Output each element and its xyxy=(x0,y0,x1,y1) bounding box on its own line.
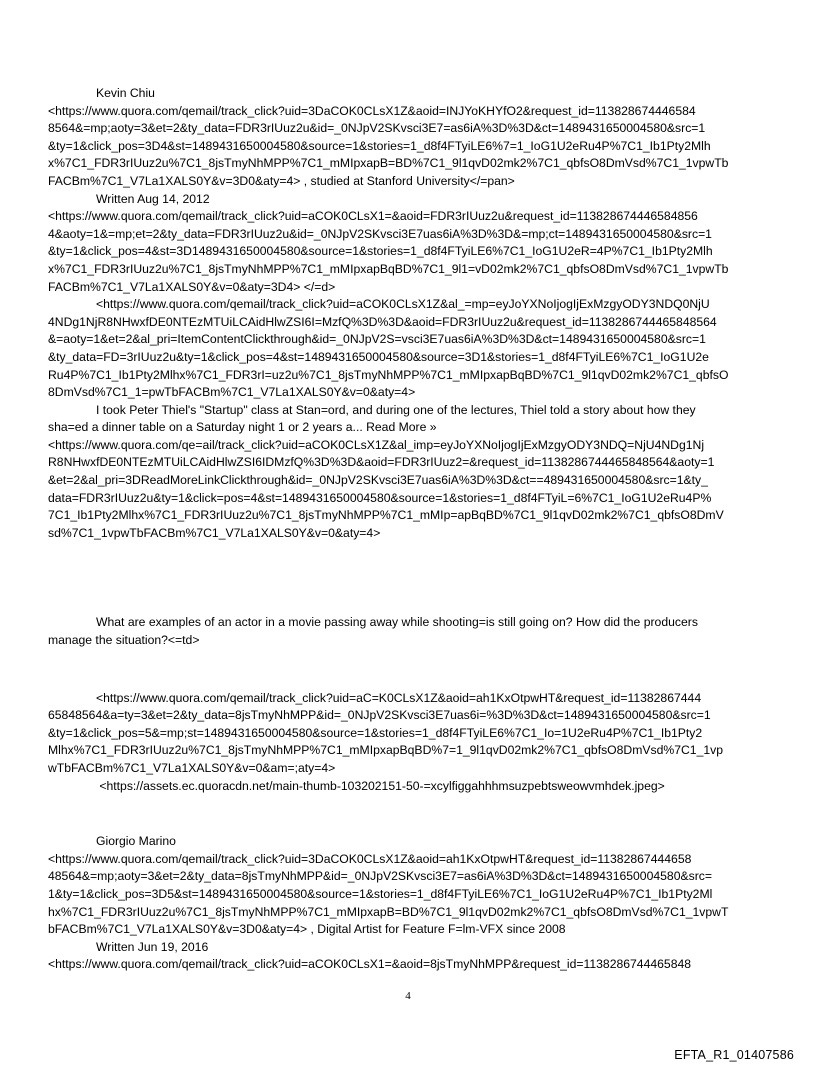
text-line: data=FDR3rIUuz2u&ty=1&click=pos=4&st=1489431650004580&source=1&stories=1_d8f4FTyiL=6%7C1_IoG1U2eRu4P% xyxy=(48,490,712,505)
text-line: <https://www.quora.com/qemail/track_click?uid=aC=K0CLsX1Z&aoid=ah1KxOtpwHT&request_id=11382867444 xyxy=(96,690,702,705)
text-line: FACBm%7C1_V7La1XALS0Y&v=0&aty=3D4> </=d> xyxy=(48,279,336,294)
question-block xyxy=(48,614,766,649)
answer-block-kevin-chiu xyxy=(48,85,766,542)
text-line: manage the situation?<=td> xyxy=(48,633,200,648)
text-line: What are examples of an actor in a movie passing away while shooting=is still going on? How did the producers xyxy=(96,615,698,630)
text-line: <https://assets.ec.quoracdn.net/main-thumb-103202151-50-=xcylfiggahhhmsuzpebtsweowvmhdek.jpeg> xyxy=(96,778,665,793)
text-line: 4NDg1NjR8NHwxfDE0NTEzMTUiLCAidHlwZSI6I=MzfQ%3D%3D&aoid=FDR3rIUuz2u&request_id=1138286744465848564 xyxy=(48,314,717,329)
text-line: 8564&=mp;aoty=3&et=2&ty_data=FDR3rIUuz2u&id=_0NJpV2SKvsci3E7=as6iA%3D%3D&ct=1489431650004580&src=1 xyxy=(48,121,706,136)
document-id: EFTA_R1_01407586 xyxy=(674,1048,794,1062)
text-line: bFACBm%7C1_V7La1XALS0Y&v=3D0&aty=4> , Digital Artist for Feature F=lm-VFX since 2008 xyxy=(48,922,566,937)
text-line: x%7C1_FDR3rIUuz2u%7C1_8jsTmyNhMPP%7C1_mMIpxapBqBD%7C1_9l1=vD02mk2%7C1_qbfsO8DmVsd%7C1_1vpwTb xyxy=(48,261,729,276)
text-line: &ty_data=FD=3rIUuz2u&ty=1&click_pos=4&st=1489431650004580&source=3D1&stories=1_d8f4FTyiLE6%7C1_IoG1U2e xyxy=(48,349,709,364)
text-line: 1&ty=1&click_pos=3D5&st=1489431650004580&source=1&stories=1_d8f4FTyiLE6%7C1_IoG1U2eRu4P%7C1_Ib1Pty2Ml xyxy=(48,886,713,901)
text-line: Written Jun 19, 2016 xyxy=(96,939,209,954)
text-line: <https://www.quora.com/qemail/track_click?uid=3DaCOK0CLsX1Z&aoid=INJYoKHYfO2&request_id=113828674446584 xyxy=(48,103,696,118)
text-line: <https://www.quora.com/qemail/track_click?uid=aCOK0CLsX1=&aoid=8jsTmyNhMPP&request_id=1138286744465848 xyxy=(48,957,692,972)
document-body xyxy=(48,85,766,974)
thumbnail-link-block xyxy=(48,690,766,796)
text-line: 8DmVsd%7C1_1=pwTbFACBm%7C1_V7La1XALS0Y&v=0&aty=4> xyxy=(48,385,416,400)
text-line: <https://www.quora.com/qe=ail/track_click?uid=aCOK0CLsX1Z&al_imp=eyJoYXNoIjogIjExMzgyODY3NDQ=NjU4NDg1Nj xyxy=(48,437,705,452)
text-line: 7C1_Ib1Pty2Mlhx%7C1_FDR3rIUuz2u%7C1_8jsTmyNhMPP%7C1_mMIp=apBqBD%7C1_9l1qvD02mk2%7C1_qbfsO8DmV xyxy=(48,508,724,523)
spacer xyxy=(48,650,766,690)
text-line: sd%7C1_1vpwTbFACBm%7C1_V7La1XALS0Y&v=0&aty=4> xyxy=(48,525,381,540)
text-line: hx%7C1_FDR3rIUuz2u%7C1_8jsTmyNhMPP%7C1_mMIpxapB=BD%7C1_9l1qvD02mk2%7C1_qbfsO8DmVsd%7C1_1vpwT xyxy=(48,904,729,919)
text-line: &ty=1&click_pos=5&=mp;st=1489431650004580&source=1&stories=1_d8f4FTyiLE6%7C1_Io=1U2eRu4P%7C1_Ib1Pty2 xyxy=(48,725,703,740)
text-line: &ty=1&click_pos=4&st=3D1489431650004580&source=1&stories=1_d8f4FTyiLE6%7C1_IoG1U2eR=4P%7C1_Ib1Pty2Mlh xyxy=(48,244,713,259)
text-line: &ty=1&click_pos=3D4&st=1489431650004580&source=1&stories=1_d8f4FTyiLE6%7=1_IoG1U2eRu4P%7C1_Ib1Pty2Mlh xyxy=(48,138,711,153)
answer-block-giorgio-marino xyxy=(48,833,766,974)
text-line: Written Aug 14, 2012 xyxy=(96,191,210,206)
text-line: 65848564&a=ty=3&et=2&ty_data=8jsTmyNhMPP&id=_0NJpV2SKvsci3E7uas6i=%3D%3D&ct=1489431650004580&src=1 xyxy=(48,708,711,723)
text-line: &=aoty=1&et=2&al_pri=ItemContentClickthrough&id=_0NJpV2S=vsci3E7uas6iA%3D%3D&ct=1489431650004580&src=1 xyxy=(48,332,706,347)
text-line: Mlhx%7C1_FDR3rIUuz2u%7C1_8jsTmyNhMPP%7C1_mMIpxapBqBD%7=1_9l1qvD02mk2%7C1_qbfsO8DmVsd%7C1_1vp xyxy=(48,743,724,758)
text-line: 4&aoty=1&=mp;et=2&ty_data=FDR3rIUuz2u&id=_0NJpV2SKvsci3E7uas6iA%3D%3D&=mp;ct=1489431650004580&src=1 xyxy=(48,226,712,241)
text-line: R8NHwxfDE0NTEzMTUiLCAidHlwZSI6IDMzfQ%3D%3D&aoid=FDR3rIUuz2=&request_id=1138286744465848564&aoty=1 xyxy=(48,455,715,470)
text-line: sha=ed a dinner table on a Saturday night 1 or 2 years a... Read More » xyxy=(48,420,437,435)
text-line: x%7C1_FDR3rIUuz2u%7C1_8jsTmyNhMPP%7C1_mMIpxapB=BD%7C1_9l1qvD02mk2%7C1_qbfsO8DmVsd%7C1_1vpwTb xyxy=(48,156,729,171)
text-line: Giorgio Marino xyxy=(96,834,176,849)
text-line: <https://www.quora.com/qemail/track_click?uid=3DaCOK0CLsX1Z&aoid=ah1KxOtpwHT&request_id=11382867444658 xyxy=(48,851,692,866)
text-line: <https://www.quora.com/qemail/track_click?uid=aCOK0CLsX1=&aoid=FDR3rIUuz2u&request_id=113828674446584856 xyxy=(48,209,698,224)
text-line: wTbFACBm%7C1_V7La1XALS0Y&v=0&am=;aty=4> xyxy=(48,761,336,775)
spacer xyxy=(48,795,766,833)
page-number: 4 xyxy=(405,990,411,1002)
text-line: &et=2&al_pri=3DReadMoreLinkClickthrough&id=_0NJpV2SKvsci3E7uas6iA%3D%3D&ct==489431650004580&src=1&ty_ xyxy=(48,473,708,488)
spacer xyxy=(48,542,766,614)
text-line: <https://www.quora.com/qemail/track_click?uid=aCOK0CLsX1Z&al_=mp=eyJoYXNoIjogIjExMzgyODY3NDQ0NjU xyxy=(96,297,710,312)
text-line: Ru4P%7C1_Ib1Pty2Mlhx%7C1_FDR3rI=uz2u%7C1_8jsTmyNhMPP%7C1_mMIpxapBqBD%7C1_9l1qvD02mk2%7C1_qbfsO xyxy=(48,367,729,382)
text-line: FACBm%7C1_V7La1XALS0Y&v=3D0&aty=4> , studied at Stanford University</=pan> xyxy=(48,173,515,188)
text-line: Kevin Chiu xyxy=(96,86,155,100)
text-line: I took Peter Thiel's "Startup" class at Stan=ord, and during one of the lectures, Thiel told a story about how they xyxy=(96,402,696,417)
text-line: 48564&=mp;aoty=3&et=2&ty_data=8jsTmyNhMPP&id=_0NJpV2SKvsci3E7=as6iA%3D%3D&ct=1489431650004580&src= xyxy=(48,869,712,884)
